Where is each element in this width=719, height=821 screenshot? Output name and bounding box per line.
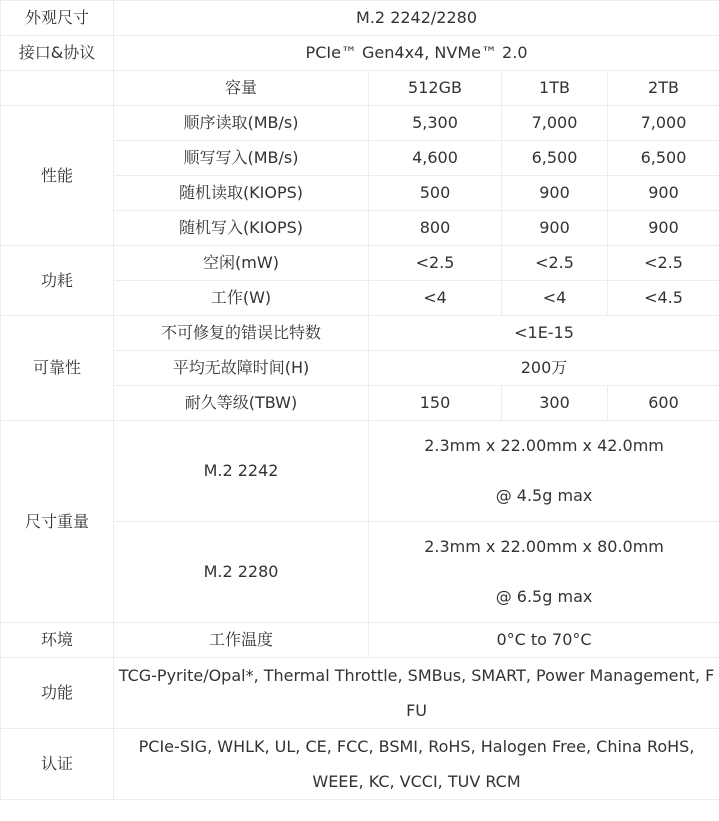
seq-write-1tb: 6,500 — [502, 141, 608, 176]
rand-read-2tb: 900 — [608, 176, 719, 211]
power-active-512gb: <4 — [369, 281, 502, 316]
row-interface — [1, 36, 719, 71]
tbw-512gb: 150 — [369, 386, 502, 421]
row-certifications — [1, 729, 719, 800]
seq-write-label: 顺写写入(MB/s) — [114, 141, 369, 176]
row-dim-2242 — [1, 421, 719, 522]
uber-label: 不可修复的错误比特数 — [114, 316, 369, 351]
power-active-1tb: <4 — [502, 281, 608, 316]
dim-2280-label: M.2 2280 — [114, 522, 369, 623]
dim-2280-value — [369, 522, 719, 623]
reliability-label: 可靠性 — [1, 316, 114, 421]
dim-2242-weight: @ 4.5g max — [495, 486, 593, 505]
dim-2280-size: 2.3mm x 22.00mm x 80.0mm — [424, 537, 664, 556]
dim-2242-size: 2.3mm x 22.00mm x 42.0mm — [424, 436, 664, 455]
certifications-value: PCIe-SIG, WHLK, UL, CE, FCC, BSMI, RoHS, Halogen Free, China RoHS, WEEE, KC, VCCI, TUV RCM — [114, 729, 719, 800]
tbw-2tb: 600 — [608, 386, 719, 421]
form-factor-label: 外观尺寸 — [1, 1, 114, 36]
row-environment — [1, 623, 719, 658]
certifications-label: 认证 — [1, 729, 114, 800]
rand-write-1tb: 900 — [502, 211, 608, 246]
environment-value: 0°C to 70°C — [369, 623, 719, 658]
capacity-512gb: 512GB — [369, 71, 502, 106]
seq-write-512gb: 4,600 — [369, 141, 502, 176]
form-factor-value: M.2 2242/2280 — [114, 1, 719, 36]
dim-2242-label: M.2 2242 — [114, 421, 369, 522]
environment-sub-label: 工作温度 — [114, 623, 369, 658]
rand-write-512gb: 800 — [369, 211, 502, 246]
features-value: TCG-Pyrite/Opal*, Thermal Throttle, SMBus, SMART, Power Management, FFU — [114, 658, 719, 729]
environment-label: 环境 — [1, 623, 114, 658]
capacity-1tb: 1TB — [502, 71, 608, 106]
capacity-label: 容量 — [114, 71, 369, 106]
row-seq-read — [1, 106, 719, 141]
rand-read-512gb: 500 — [369, 176, 502, 211]
seq-read-label: 顺序读取(MB/s) — [114, 106, 369, 141]
dim-2280-weight: @ 6.5g max — [495, 587, 593, 606]
power-idle-label: 空闲(mW) — [114, 246, 369, 281]
row-power-idle — [1, 246, 719, 281]
capacity-2tb: 2TB — [608, 71, 719, 106]
power-label: 功耗 — [1, 246, 114, 316]
row-capacity-header — [1, 71, 719, 106]
rand-write-label: 随机写入(KIOPS) — [114, 211, 369, 246]
row-uber — [1, 316, 719, 351]
tbw-1tb: 300 — [502, 386, 608, 421]
tbw-label: 耐久等级(TBW) — [114, 386, 369, 421]
interface-label: 接口&协议 — [1, 36, 114, 71]
rand-read-label: 随机读取(KIOPS) — [114, 176, 369, 211]
mtbf-value: 200万 — [369, 351, 719, 386]
seq-write-2tb: 6,500 — [608, 141, 719, 176]
power-idle-512gb: <2.5 — [369, 246, 502, 281]
dimensions-label: 尺寸重量 — [1, 421, 114, 623]
capacity-header-blank — [1, 71, 114, 106]
rand-read-1tb: 900 — [502, 176, 608, 211]
seq-read-1tb: 7,000 — [502, 106, 608, 141]
dim-2242-value — [369, 421, 719, 522]
row-features — [1, 658, 719, 729]
power-active-2tb: <4.5 — [608, 281, 719, 316]
power-idle-2tb: <2.5 — [608, 246, 719, 281]
uber-value: <1E-15 — [369, 316, 719, 351]
interface-value: PCIe™ Gen4x4, NVMe™ 2.0 — [114, 36, 719, 71]
power-active-label: 工作(W) — [114, 281, 369, 316]
rand-write-2tb: 900 — [608, 211, 719, 246]
features-label: 功能 — [1, 658, 114, 729]
performance-label: 性能 — [1, 106, 114, 246]
seq-read-512gb: 5,300 — [369, 106, 502, 141]
mtbf-label: 平均无故障时间(H) — [114, 351, 369, 386]
seq-read-2tb: 7,000 — [608, 106, 719, 141]
power-idle-1tb: <2.5 — [502, 246, 608, 281]
row-form-factor — [1, 1, 719, 36]
